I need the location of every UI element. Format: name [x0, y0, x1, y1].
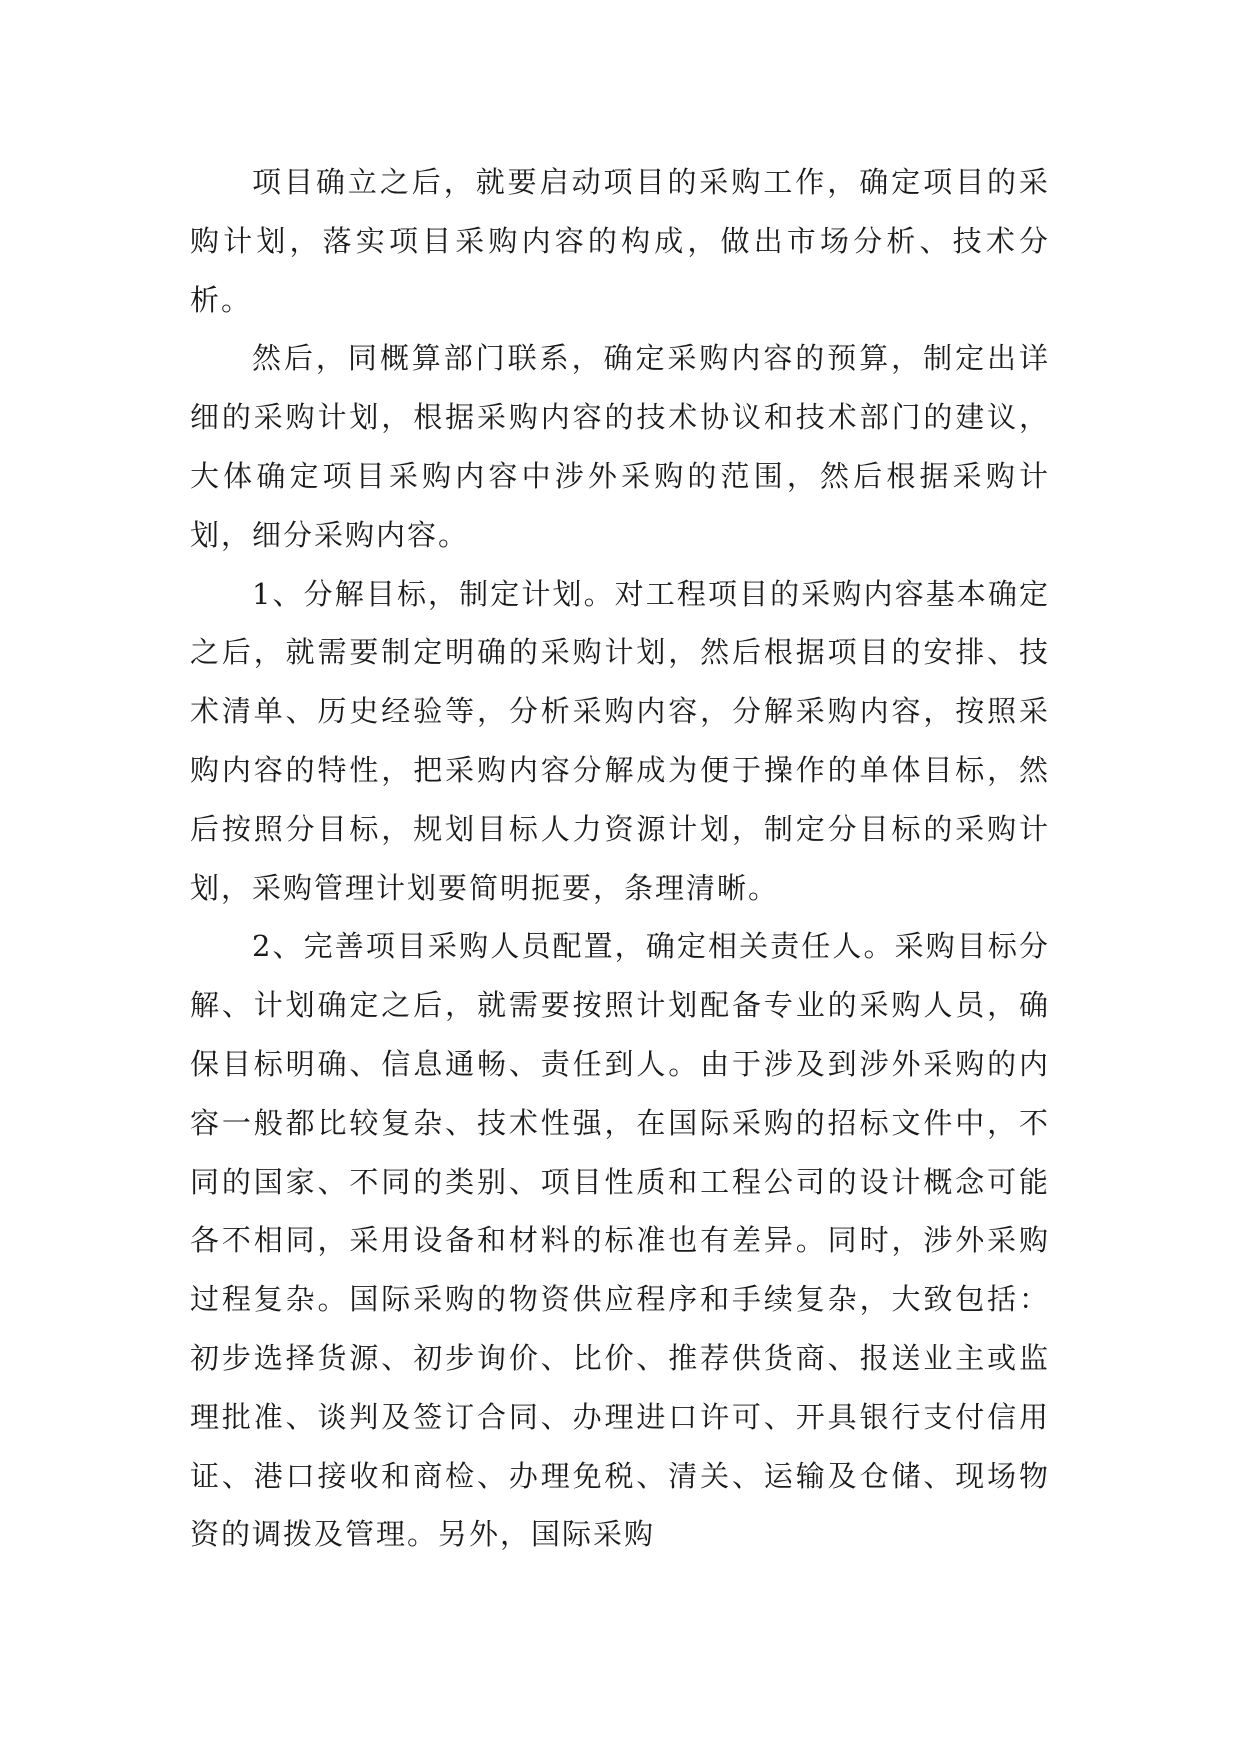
- paragraph-1: 项目确立之后，就要启动项目的采购工作，确定项目的采购计划，落实项目采购内容的构成，做出市场分析、技术分析。: [190, 165, 1050, 317]
- paragraph-3: 1、分解目标，制定计划。对工程项目的采购内容基本确定之后，就需要制定明确的采购计划，然后根据项目的安排、技术清单、历史经验等，分析采购内容，分解采购内容，按照采购内容的特性，把采购内容分解成为便于操作的单体目标，然后按照分目标，规划目标人力资源计划，制定分目标的采购计划，采购管理计划要简明扼要，条理清晰。: [190, 576, 1050, 905]
- document-body: [190, 153, 1050, 1564]
- paragraph-2: 然后，同概算部门联系，确定采购内容的预算，制定出详细的采购计划，根据采购内容的技术协议和技术部门的建议，大体确定项目采购内容中涉外采购的范围，然后根据采购计划，细分采购内容。: [190, 341, 1050, 552]
- paragraph-4: 2、完善项目采购人员配置，确定相关责任人。采购目标分解、计划确定之后，就需要按照计划配备专业的采购人员，确保目标明确、信息通畅、责任到人。由于涉及到涉外采购的内容一般都比较复杂、技术性强，在国际采购的招标文件中，不同的国家、不同的类别、项目性质和工程公司的设计概念可能各不相同，采用设备和材料的标准也有差异。同时，涉外采购过程复杂。国际采购的物资供应程序和手续复杂，大致包括：初步选择货源、初步询价、比价、推荐供货商、报送业主或监理批准、谈判及签订合同、办理进口许可、开具银行支付信用证、港口接收和商检、办理免税、清关、运输及仓储、现场物资的调拨及管理。另外，国际采购: [190, 929, 1050, 1552]
